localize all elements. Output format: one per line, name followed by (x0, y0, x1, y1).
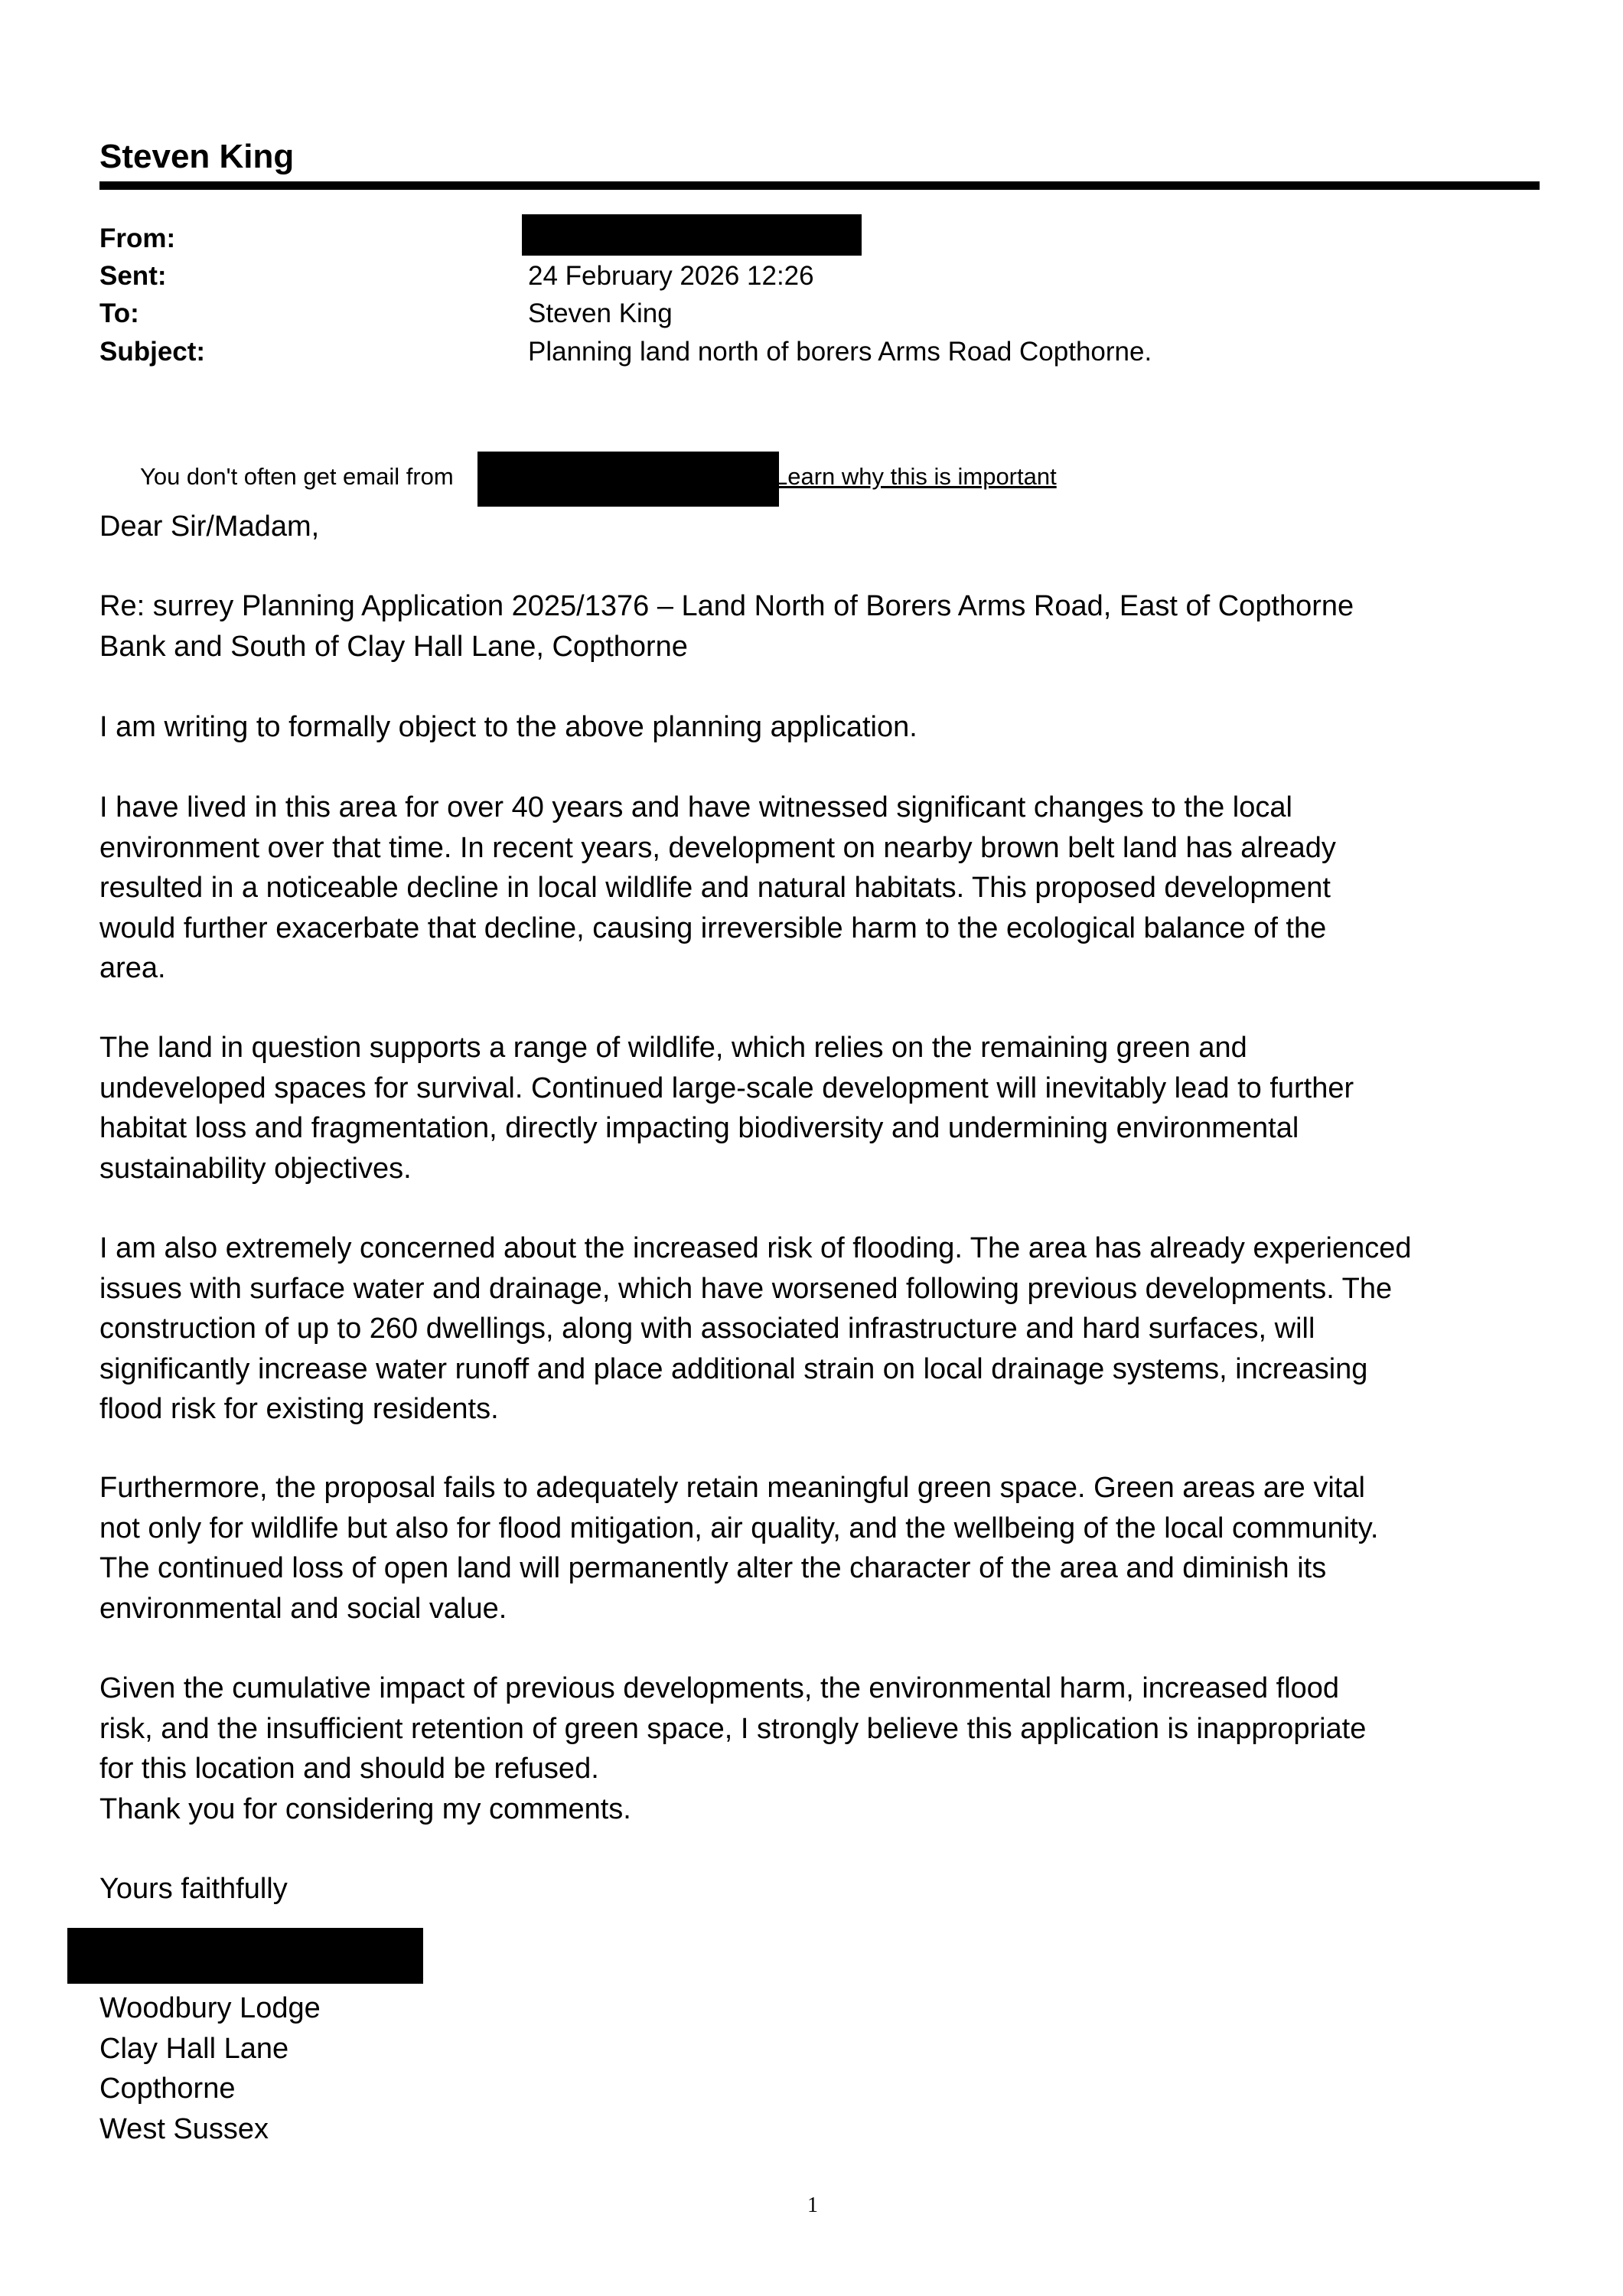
closing: Yours faithfully (99, 1873, 288, 1905)
paragraph-residence (99, 788, 1538, 989)
sent-value: 24 February 2026 12:26 (528, 261, 814, 291)
text-line: issues with surface water and drainage, which have worsened following previous developments. The (99, 1272, 1393, 1305)
redacted-from-address (522, 214, 862, 256)
learn-why-important-link[interactable]: Learn why this is important (774, 463, 1057, 490)
subject-label: Subject: (99, 337, 206, 367)
text-line: Bank and South of Clay Hall Lane, Copthorne (99, 630, 688, 663)
paragraph-objection: I am writing to formally object to the above planning application. (99, 711, 917, 743)
text-line: risk, and the insufficient retention of green space, I strongly believe this application is inappropriate (99, 1712, 1367, 1745)
text-line: resulted in a noticeable decline in local wildlife and natural habitats. This proposed development (99, 872, 1331, 904)
text-line: flood risk for existing residents. (99, 1393, 499, 1425)
text-line: for this location and should be refused. (99, 1753, 599, 1785)
text-line: Thank you for considering my comments. (99, 1792, 631, 1825)
text-line: not only for wildlife but also for flood mitigation, air quality, and the wellbeing of the local community. (99, 1512, 1379, 1544)
paragraph-conclusion (99, 1668, 1538, 1829)
to-label: To: (99, 298, 139, 328)
text-line: The land in question supports a range of wildlife, which relies on the remaining green and (99, 1032, 1247, 1064)
redacted-sender-address (477, 452, 779, 507)
external-sender-notice: You don't often get email from (140, 463, 454, 490)
text-line: area. (99, 952, 166, 984)
text-line: I am also extremely concerned about the increased risk of flooding. The area has already experienced (99, 1232, 1412, 1264)
address-line: West Sussex (99, 2112, 269, 2145)
salutation: Dear Sir/Madam, (99, 510, 320, 543)
text-line: undeveloped spaces for survival. Continued large-scale development will inevitably lead to further (99, 1071, 1354, 1104)
re-line (99, 586, 1538, 667)
subject-value: Planning land north of borers Arms Road Copthorne. (528, 337, 1152, 367)
address-line: Clay Hall Lane (99, 2032, 289, 2065)
text-line: Given the cumulative impact of previous developments, the environmental harm, increased flood (99, 1672, 1340, 1704)
text-line: would further exacerbate that decline, causing irreversible harm to the ecological balance of the (99, 912, 1327, 944)
text-line: Re: surrey Planning Application 2025/1376 – Land North of Borers Arms Road, East of Copthorne (99, 590, 1354, 622)
to-value: Steven King (528, 298, 673, 328)
text-line: environment over that time. In recent years, development on nearby brown belt land has already (99, 831, 1336, 864)
address-line: Copthorne (99, 2073, 236, 2105)
header-divider (99, 181, 1540, 190)
paragraph-green-space (99, 1468, 1538, 1629)
text-line: construction of up to 260 dwellings, along with associated infrastructure and hard surfaces, will (99, 1313, 1315, 1345)
page-number: 1 (807, 2193, 818, 2217)
sent-label: Sent: (99, 261, 167, 291)
text-line: significantly increase water runoff and place additional strain on local drainage systems, increasing (99, 1352, 1368, 1385)
text-line: habitat loss and fragmentation, directly impacting biodiversity and undermining environmental (99, 1112, 1299, 1144)
text-line: I have lived in this area for over 40 years and have witnessed significant changes to the local (99, 791, 1292, 823)
sender-header-name: Steven King (99, 138, 295, 175)
from-label: From: (99, 223, 176, 253)
address-line: Woodbury Lodge (99, 1992, 321, 2024)
text-line: The continued loss of open land will permanently alter the character of the area and diminish its (99, 1552, 1327, 1584)
text-line: environmental and social value. (99, 1592, 507, 1625)
address-block (99, 1988, 1538, 2149)
text-line: sustainability objectives. (99, 1152, 412, 1185)
paragraph-wildlife (99, 1028, 1538, 1189)
text-line: Furthermore, the proposal fails to adequately retain meaningful green space. Green areas are vital (99, 1472, 1365, 1504)
redacted-signature-name (67, 1928, 423, 1984)
paragraph-flooding (99, 1228, 1538, 1430)
